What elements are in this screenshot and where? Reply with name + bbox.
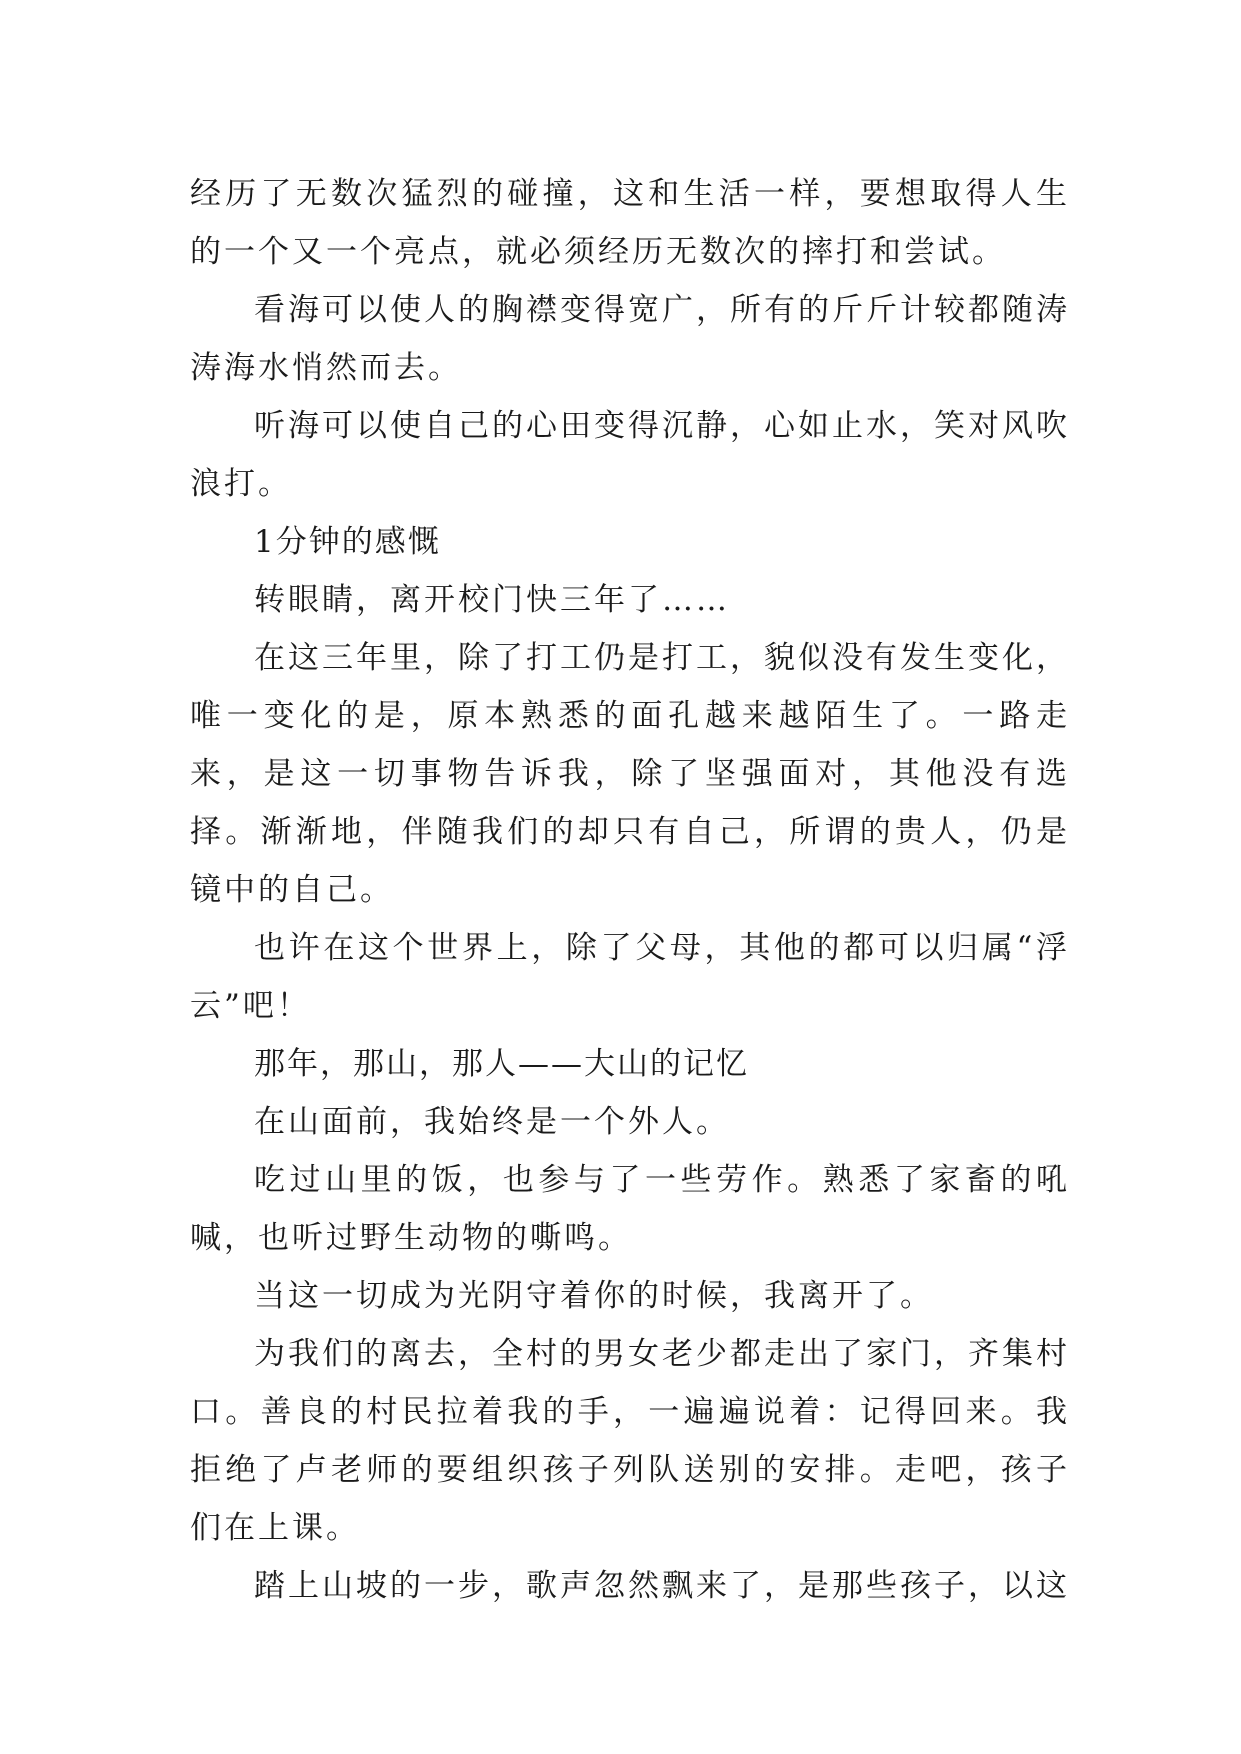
document-body [190, 165, 1070, 1615]
paragraph: 为我们的离去，全村的男女老少都走出了家门，齐集村口。善良的村民拉着我的手，一遍遍说着：记得回来。我拒绝了卢老师的要组织孩子列队送别的安排。走吧，孩子们在上课。 [190, 1336, 1070, 1546]
paragraph: 看海可以使人的胸襟变得宽广，所有的斤斤计较都随涛涛海水悄然而去。 [190, 292, 1070, 386]
paragraph: 在山面前，我始终是一个外人。 [254, 1104, 730, 1140]
paragraph: 转眼睛，离开校门快三年了…… [254, 582, 730, 618]
section-heading: 那年，那山，那人——大山的记忆 [254, 1046, 749, 1082]
paragraph: 吃过山里的饭，也参与了一些劳作。熟悉了家畜的吼喊，也听过野生动物的嘶鸣。 [190, 1162, 1070, 1256]
paragraph: 听海可以使自己的心田变得沉静，心如止水，笑对风吹浪打。 [190, 408, 1070, 502]
paragraph: 当这一切成为光阴守着你的时候，我离开了。 [254, 1278, 934, 1314]
paragraph: 踏上山坡的一步，歌声忽然飘来了，是那些孩子，以这 [254, 1568, 1070, 1604]
paragraph: 也许在这个世界上，除了父母，其他的都可以归属“浮云”吧！ [190, 930, 1070, 1024]
paragraph: 经历了无数次猛烈的碰撞，这和生活一样，要想取得人生的一个又一个亮点，就必须经历无数次的摔打和尝试。 [190, 176, 1070, 270]
paragraph: 在这三年里，除了打工仍是打工，貌似没有发生变化，唯一变化的是，原本熟悉的面孔越来越陌生了。一路走来，是这一切事物告诉我，除了坚强面对，其他没有选择。渐渐地，伴随我们的却只有自己，所谓的贵人，仍是镜中的自己。 [190, 640, 1070, 908]
section-heading: 1分钟的感慨 [254, 524, 441, 560]
